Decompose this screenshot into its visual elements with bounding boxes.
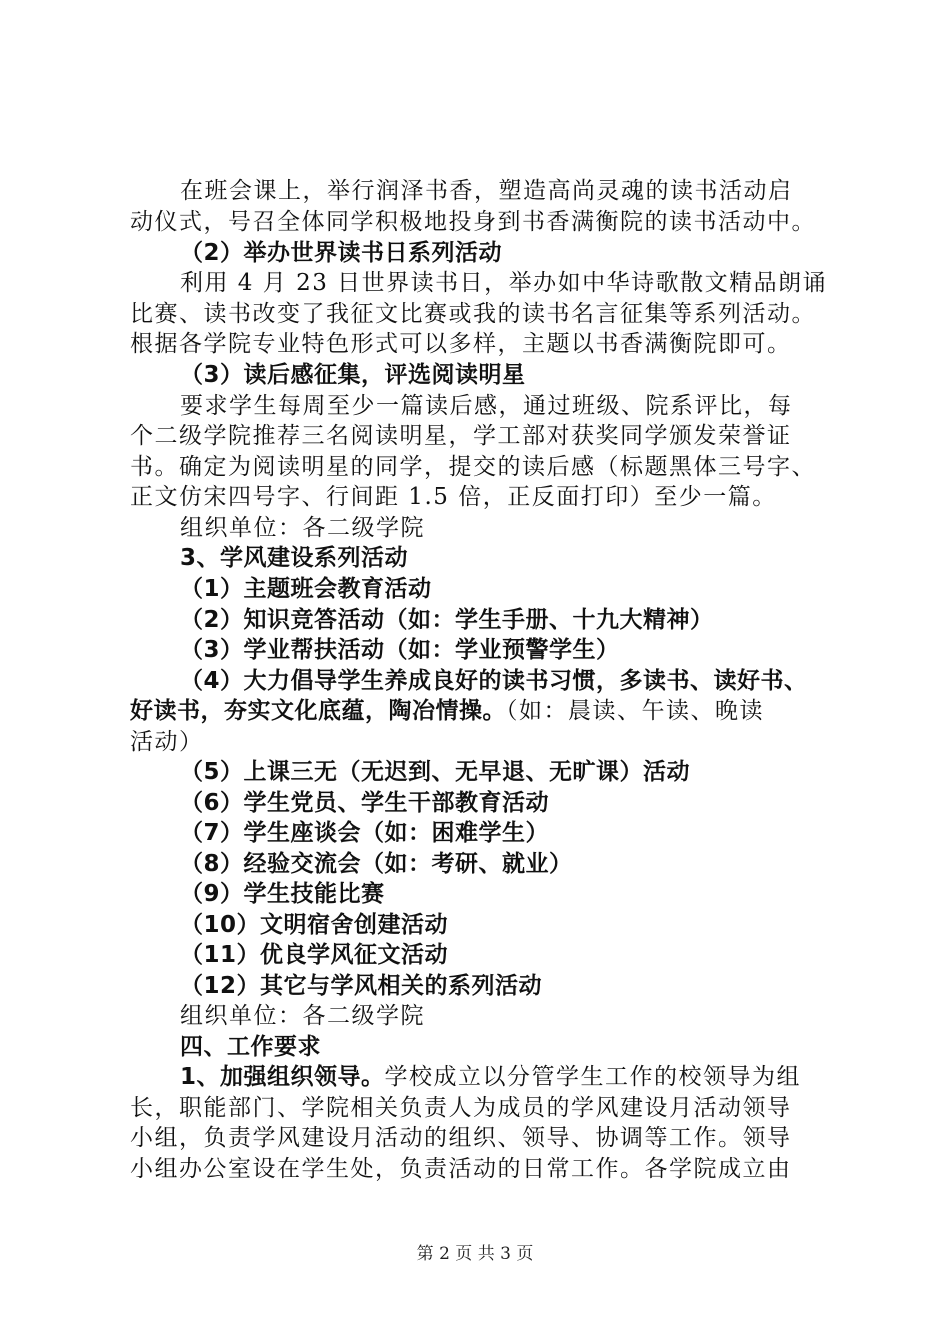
line-20: （5）上课三无（无迟到、无早退、无旷课）活动 xyxy=(180,759,691,785)
line-33: 小组办公室设在学生处，负责活动的日常工作。各学院成立由 xyxy=(130,1156,792,1182)
line-24: （9）学生技能比赛 xyxy=(180,881,385,907)
page-footer: 第 2 页 共 3 页 xyxy=(416,1244,534,1264)
line-27: （12）其它与学风相关的系列活动 xyxy=(180,973,543,999)
line-06: 根据各学院专业特色形式可以多样，主题以书香满衡院即可。 xyxy=(130,331,792,357)
line-02: 动仪式，号召全体同学积极地投身到书香满衡院的读书活动中。 xyxy=(130,209,816,235)
line-12: 组织单位：各二级学院 xyxy=(180,515,425,541)
line-03: （2）举办世界读书日系列活动 xyxy=(180,240,503,266)
line-30-tail: 学校成立以分管学生工作的校领导为组 xyxy=(384,1064,802,1090)
line-07: （3）读后感征集，评选阅读明星 xyxy=(180,362,526,388)
line-09: 个二级学院推荐三名阅读明星，学工部对获奖同学颁发荣誉证 xyxy=(130,423,792,449)
line-17: （4）大力倡导学生养成良好的读书习惯，多读书、读好书、 xyxy=(180,668,808,694)
line-05: 比赛、读书改变了我征文比赛或我的读书名言征集等系列活动。 xyxy=(130,301,816,327)
line-29: 四、工作要求 xyxy=(180,1034,321,1060)
line-19: 活动） xyxy=(130,729,204,755)
line-16: （3）学业帮扶活动（如：学业预警学生） xyxy=(180,637,620,663)
line-26: （11）优良学风征文活动 xyxy=(180,942,449,968)
line-18 xyxy=(130,696,764,726)
line-28: 组织单位：各二级学院 xyxy=(180,1003,425,1029)
line-10: 书。确定为阅读明星的同学，提交的读后感（标题黑体三号字、 xyxy=(130,454,816,480)
line-25: （10）文明宿舍创建活动 xyxy=(180,912,449,938)
line-15: （2）知识竞答活动（如：学生手册、十九大精神） xyxy=(180,607,714,633)
line-18-bold: 好读书，夯实文化底蕴，陶冶情操。 xyxy=(130,698,506,724)
line-18-tail: （如：晨读、午读、晚读 xyxy=(506,698,764,724)
line-01: 在班会课上，举行润泽书香，塑造高尚灵魂的读书活动启 xyxy=(180,178,793,204)
line-08: 要求学生每周至少一篇读后感，通过班级、院系评比，每 xyxy=(180,393,793,419)
line-31: 长，职能部门、学院相关负责人为成员的学风建设月活动领导 xyxy=(130,1095,792,1121)
line-21: （6）学生党员、学生干部教育活动 xyxy=(180,790,550,816)
line-13: 3、学风建设系列活动 xyxy=(180,545,409,571)
line-22: （7）学生座谈会（如：困难学生） xyxy=(180,820,550,846)
line-04: 利用 4 月 23 日世界读书日，举办如中华诗歌散文精品朗诵 xyxy=(180,270,828,296)
line-32: 小组，负责学风建设月活动的组织、领导、协调等工作。领导 xyxy=(130,1125,792,1151)
line-11: 正文仿宋四号字、行间距 1.5 倍，正反面打印）至少一篇。 xyxy=(130,484,777,510)
line-14: （1）主题班会教育活动 xyxy=(180,576,432,602)
line-30 xyxy=(180,1062,801,1092)
line-30-bold: 1、加强组织领导。 xyxy=(180,1064,385,1090)
line-23: （8）经验交流会（如：考研、就业） xyxy=(180,851,573,877)
